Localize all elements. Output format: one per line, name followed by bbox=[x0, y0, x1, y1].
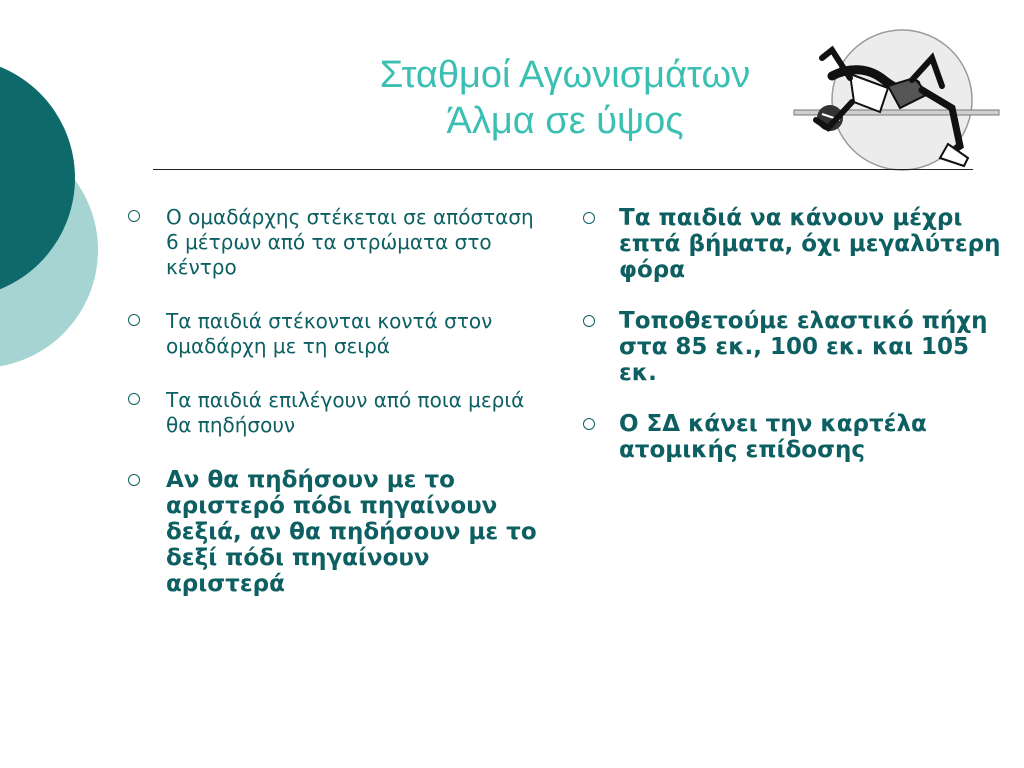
title-line-1: Σταθμοί Αγωνισμάτων bbox=[379, 54, 751, 96]
bullet-icon bbox=[128, 210, 140, 222]
bullet-icon bbox=[583, 315, 595, 327]
list-item-text: Αν θα πηδήσουν με το αριστερό πόδι πηγαίνουν δεξιά, αν θα πηδήσουν με το δεξί πόδι πηγαίνουν αριστερά bbox=[166, 467, 537, 597]
list-item-text: Τα παιδιά επιλέγουν από ποια μεριά θα πηδήσουν bbox=[166, 388, 525, 437]
list-item bbox=[583, 205, 1003, 283]
bullet-icon bbox=[128, 314, 140, 326]
title-divider bbox=[153, 169, 973, 170]
list-item bbox=[128, 388, 543, 438]
bullet-icon bbox=[583, 212, 595, 224]
list-item-text: Ο ομαδάρχης στέκεται σε απόσταση 6 μέτρων από τα στρώματα στο κέντρο bbox=[166, 205, 534, 279]
bullet-icon bbox=[583, 418, 595, 430]
list-item-text: Τοποθετούμε ελαστικό πήχη στα 85 εκ., 100 εκ. και 105 εκ. bbox=[619, 308, 988, 386]
bullet-icon bbox=[128, 393, 140, 405]
right-bullet-list bbox=[583, 205, 1003, 488]
list-item-text: Ο ΣΔ κάνει την καρτέλα ατομικής επίδοσης bbox=[619, 411, 927, 463]
decorative-circles bbox=[0, 0, 140, 420]
list-item-text: Τα παιδιά στέκονται κοντά στον ομαδάρχη με τη σειρά bbox=[166, 309, 493, 358]
bullet-icon bbox=[128, 474, 140, 486]
list-item bbox=[128, 205, 543, 280]
list-item bbox=[128, 467, 543, 597]
list-item bbox=[583, 411, 1003, 463]
left-bullet-list bbox=[128, 205, 543, 626]
slide-title bbox=[290, 52, 840, 144]
list-item-text: Τα παιδιά να κάνουν μέχρι επτά βήματα, όχι μεγαλύτερη φόρα bbox=[619, 205, 1001, 283]
list-item bbox=[583, 308, 1003, 386]
high-jumper-icon bbox=[792, 28, 1002, 176]
title-line-2: Άλμα σε ύψος bbox=[446, 100, 684, 142]
list-item bbox=[128, 309, 543, 359]
